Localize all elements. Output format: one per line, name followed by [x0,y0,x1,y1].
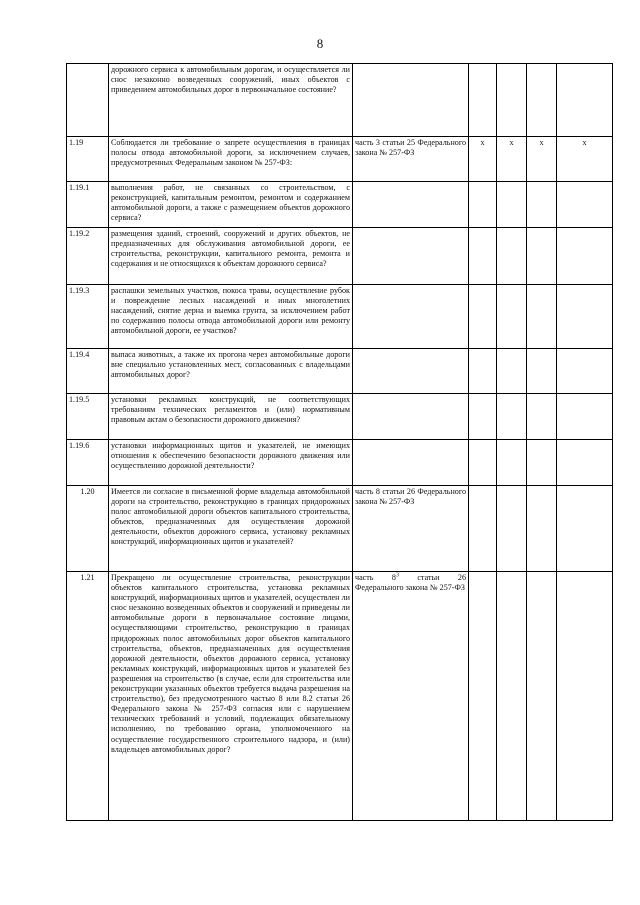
answer-yes-cell: х [469,137,497,182]
table-row [67,440,613,486]
legal-reference: часть 8 статьи 26 Федерального закона № 257-ФЗ [353,486,469,572]
answer-no-cell [497,182,527,228]
table-row [67,349,613,394]
answer-note-cell [557,182,613,228]
answer-note-cell [557,486,613,572]
legal-reference [353,228,469,285]
table-row [67,228,613,285]
table-row [67,394,613,440]
question-text: Прекращено ли осуществление строительства, реконструкции объектов капитального строительства, установка рекламных конструкций, информационных щитов и указателей, осуществлен ли снос незаконно возведенных объектов и сооружений и приведены ли автомобильные дороги в первоначальное состояние лицами, осуществляющими строительство, реконструкцию в границах придорожных полос автомобильных дорог объектов капитального строительства, объектов, предназначенных для осуществления дорожной деятельности, объектов дорожного сервиса, установку рекламных конструкций, информационных щитов и указателей без разрешения на строительство (в случае, если для строительства или реконструкции указанных объектов требуется выдача разрешения на строительство), без предусмотренного частью 8 или 8.2 статьи 26 Федерального закона № 257-ФЗ согласия или с нарушением технических требований и условий, подлежащих обязательному исполнению, по требованию органа, уполномоченного на осуществление государственного строительного надзора, и (или) владельцев автомобильных дорог? [109,572,353,821]
row-number: 1.19 [67,137,109,182]
answer-no-cell [497,440,527,486]
answer-note-cell [557,64,613,137]
answer-note-cell [557,394,613,440]
legal-reference: часть 3 статьи 25 Федерального закона № 257-ФЗ [353,137,469,182]
answer-no-cell [497,486,527,572]
row-number: 1.19.2 [67,228,109,285]
table-row [67,486,613,572]
table-row [67,182,613,228]
row-number: 1.19.6 [67,440,109,486]
answer-not-applicable-cell [527,572,557,821]
answer-yes-cell [469,228,497,285]
answer-not-applicable-cell: х [527,137,557,182]
table-row [67,64,613,137]
answer-note-cell: х [557,137,613,182]
legal-reference [353,182,469,228]
legal-reference-rest: статьи 26 Федерального закона № 257-ФЗ [355,573,466,593]
answer-not-applicable-cell [527,486,557,572]
table-row [67,285,613,349]
page-number: 8 [316,36,324,51]
question-text: Соблюдается ли требование о запрете осуществления в границах полосы отвода автомобильной дороги, за исключением случаев, предусмотренных Федеральным законом № 257-ФЗ: [109,137,353,182]
answer-no-cell [497,285,527,349]
answer-note-cell [557,285,613,349]
checklist-table [66,63,613,821]
answer-not-applicable-cell [527,64,557,137]
answer-not-applicable-cell [527,349,557,394]
legal-reference [353,572,469,821]
question-text: распашки земельных участков, покоса травы, осуществление рубок и повреждение лесных насаждений и иных многолетних насаждений, снятие дерна и выемка грунта, за исключением работ по содержанию полосы отвода автомобильной дороги или ремонту автомобильной дороги, ее участков? [109,285,353,349]
answer-no-cell [497,572,527,821]
answer-no-cell: х [497,137,527,182]
legal-reference-superscript: 3 [395,572,399,579]
legal-reference [353,64,469,137]
question-text: Имеется ли согласие в письменной форме владельца автомобильной дороги на строительство, реконструкцию в границах придорожных полос автомобильной дороги объектов капитального строительства, объектов, предназначенных для осуществления дорожной деятельности, объектов дорожного сервиса, установку рекламных конструкций, информационных щитов и указателей? [109,486,353,572]
answer-note-cell [557,228,613,285]
row-number: 1.19.1 [67,182,109,228]
legal-reference [353,394,469,440]
answer-yes-cell [469,64,497,137]
answer-not-applicable-cell [527,285,557,349]
answer-note-cell [557,440,613,486]
question-text: выполнения работ, не связанных со строительством, с реконструкцией, капитальным ремонтом, ремонтом и содержанием автомобильной дороги, а также с размещением объектов дорожного сервиса? [109,182,353,228]
answer-yes-cell [469,440,497,486]
answer-no-cell [497,349,527,394]
answer-yes-cell [469,572,497,821]
answer-note-cell [557,572,613,821]
answer-no-cell [497,228,527,285]
question-text: установки рекламных конструкций, не соответствующих требованиям технических регламентов и (или) нормативным правовым актам о безопасности дорожного движения? [109,394,353,440]
answer-yes-cell [469,285,497,349]
table-row [67,137,613,182]
question-text: установки информационных щитов и указателей, не имеющих отношения к обеспечению безопасности дорожного движения или осуществлению дорожной деятельности? [109,440,353,486]
table-row [67,572,613,821]
legal-reference-part: часть 8 [355,573,396,582]
row-number: 1.21 [67,572,109,821]
question-text: дорожного сервиса к автомобильным дорогам, и осуществляется ли снос незаконно возведенных сооружений, иных объектов с приведением автомобильных дорог в первоначальное состояние? [109,64,353,137]
row-number [67,64,109,137]
question-text: размещения зданий, строений, сооружений и других объектов, не предназначенных для обслуживания автомобильной дороги, ее строительства, реконструкции, капитального ремонта, ремонта и содержания и не относящихся к объектам дорожного сервиса? [109,228,353,285]
legal-reference [353,285,469,349]
row-number: 1.20 [67,486,109,572]
legal-reference [353,440,469,486]
row-number: 1.19.5 [67,394,109,440]
answer-no-cell [497,394,527,440]
answer-not-applicable-cell [527,440,557,486]
answer-yes-cell [469,486,497,572]
answer-note-cell [557,349,613,394]
answer-not-applicable-cell [527,228,557,285]
question-text: выпаса животных, а также их прогона через автомобильные дороги вне специально установленных мест, согласованных с владельцами автомобильных дорог? [109,349,353,394]
answer-not-applicable-cell [527,394,557,440]
row-number: 1.19.3 [67,285,109,349]
answer-not-applicable-cell [527,182,557,228]
answer-no-cell [497,64,527,137]
answer-yes-cell [469,182,497,228]
row-number: 1.19.4 [67,349,109,394]
legal-reference [353,349,469,394]
answer-yes-cell [469,349,497,394]
answer-yes-cell [469,394,497,440]
